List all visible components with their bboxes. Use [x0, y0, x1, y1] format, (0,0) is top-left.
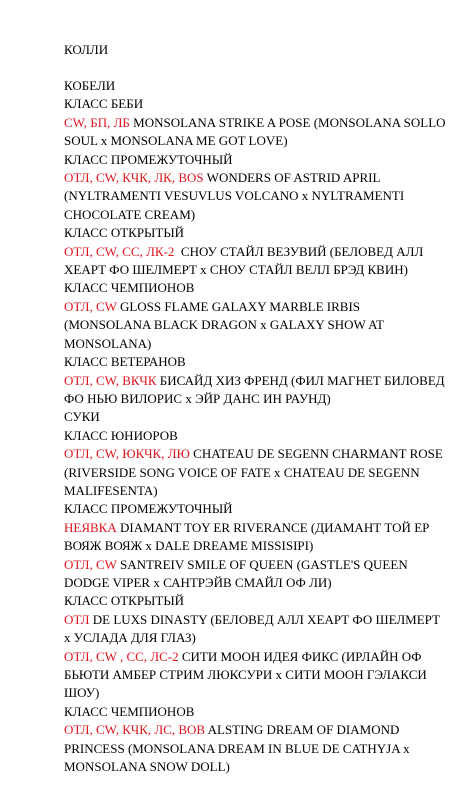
dog-entry	[64, 445, 446, 500]
class-heading: КЛАСС ПРОМЕЖУТОЧНЫЙ	[64, 151, 233, 167]
class-heading: КЛАСС ВЕТЕРАНОВ	[64, 354, 186, 370]
dog-name-text: СНОУ СТАЙЛ ВЕЗУВИЙ (БЕЛОВЕД АЛЛ ХЕАРТ ФО ШЕЛМЕРТ x СНОУ СТАЙЛ ВЕЛЛ БРЭД КВИН)	[64, 243, 427, 278]
results-list	[64, 77, 446, 776]
dog-name-text: БИСАЙД ХИЗ ФРЕНД (ФИЛ МАГНЕТ БИЛОВЕД ФО НЬЮ ВИЛОРИС x ЭЙР ДАНС ИН РАУНД)	[64, 372, 445, 406]
dog-name-text: DIAMANT TOY ER RIVERANCE (ДИАМАНТ ТОЙ ЕР ВОЯЖ ВОЯЖ x DALE DREAME MISSISIPI)	[64, 519, 430, 554]
dog-name-text: WONDERS OF ASTRID APRIL (NYLTRAMENTI VESUVLUS VOLCANO x NYLTRAMENTI CHOCOLATE CREAM)	[64, 170, 405, 222]
document-title: КОЛЛИ	[64, 42, 109, 57]
class-heading: КЛАСС ЮНИОРОВ	[64, 427, 178, 443]
dog-entry	[64, 243, 446, 280]
dog-name-text: SANTREIV SMILE OF QUEEN (GASTLE'S QUEEN DODGE VIPER x САНТРЭЙВ СМАЙЛ ОФ ЛИ)	[64, 556, 408, 590]
class-heading: КЛАСС ОТКРЫТЫЙ	[64, 225, 185, 241]
dog-name-text: GLOSS FLAME GALAXY MARBLE IRBIS (MONSOLANA BLACK DRAGON x GALAXY SHOW AT MONSOLANA)	[64, 298, 384, 351]
award-text: CW, БП, ЛБ	[64, 114, 130, 130]
class-heading: КЛАСС ЧЕМПИОНОВ	[64, 703, 195, 719]
section-heading: СУКИ	[64, 409, 100, 425]
dog-name-text: CHATEAU DE SEGENN CHARMANT ROSE (RIVERSIDE SONG VOICE OF FATE x CHATEAU DE SEGENN MALIFESENTA)	[64, 446, 443, 498]
dog-name-text: ALSTING DREAM OF DIAMOND PRINCESS (MONSOLANA DREAM IN BLUE DE CATHYJA x MONSOLANA SNOW DOLL)	[64, 722, 410, 775]
dog-name-text: DE LUXS DINASTY (БЕЛОВЕД АЛЛ ХЕАРТ ФО ШЕЛМЕРТ x УСЛАДА ДЛЯ ГЛАЗ)	[64, 611, 441, 646]
dog-name-text: СИТИ МООН ИДЕЯ ФИКС (ИРЛАЙН ОФ БЬЮТИ АМБЕР СТРИМ ЛЮКСУРИ x СИТИ МООН ГЭЛАКСИ ШОУ)	[64, 648, 427, 701]
class-heading: КЛАСС БЕБИ	[64, 96, 144, 112]
dog-entry	[64, 114, 446, 151]
dog-entry	[64, 372, 446, 409]
class-heading: КЛАСС ПРОМЕЖУТОЧНЫЙ	[64, 501, 233, 517]
award-text: ОТЛ, CW, ЮКЧК, ЛЮ	[64, 446, 190, 462]
dog-name-text: MONSOLANA STRIKE A POSE (MONSOLANA SOLLO SOUL x MONSOLANA ME GOT LOVE)	[64, 114, 446, 149]
award-text: НЕЯВКА	[64, 519, 117, 535]
dog-entry	[64, 648, 446, 703]
dog-entry	[64, 556, 446, 593]
dog-entry	[64, 519, 446, 556]
award-text: ОТЛ	[64, 611, 90, 627]
award-text: ОТЛ, CW , CC, ЛС-2	[64, 648, 179, 664]
dog-entry	[64, 721, 446, 776]
award-text: ОТЛ, CW	[64, 556, 117, 572]
class-heading: КЛАСС ОТКРЫТЫЙ	[64, 593, 185, 609]
class-heading: КЛАСС ЧЕМПИОНОВ	[64, 280, 195, 296]
award-text: ОТЛ, CW	[64, 298, 117, 314]
award-text: ОТЛ, CW, CC, ЛК-2	[64, 243, 175, 259]
award-text: ОТЛ, CW, КЧК, ЛК, BOS	[64, 170, 204, 186]
award-text: ОТЛ, CW, ВКЧК	[64, 372, 157, 388]
section-heading: КОБЕЛИ	[64, 78, 116, 93]
dog-entry	[64, 298, 446, 353]
dog-entry	[64, 611, 446, 648]
dog-entry	[64, 169, 446, 224]
award-text: ОТЛ, CW, КЧК, ЛС, BOB	[64, 722, 206, 738]
